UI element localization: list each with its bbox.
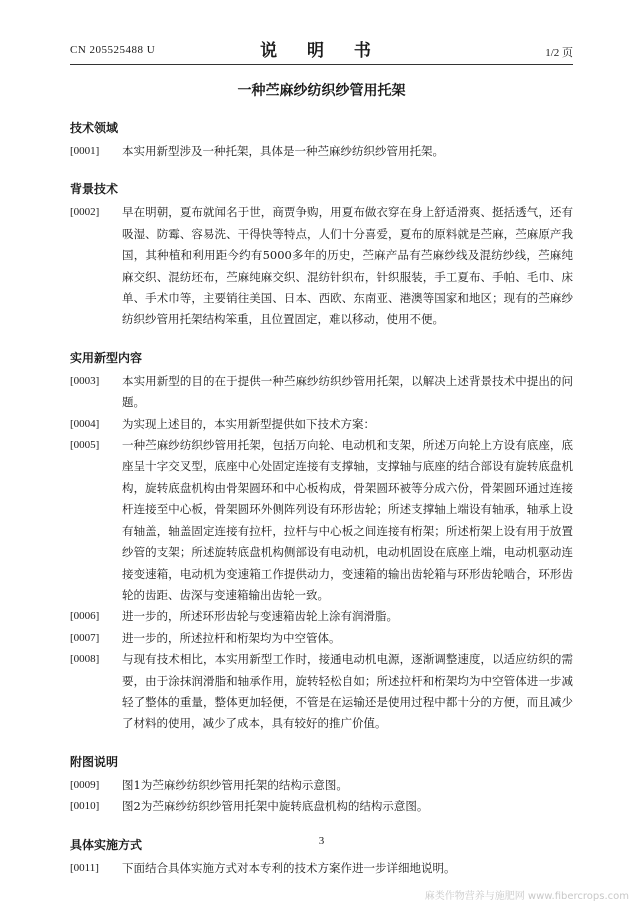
paragraph	[70, 141, 573, 162]
section-heading: 具体实施方式	[70, 837, 143, 852]
document-body	[70, 119, 573, 897]
paragraph-text: 一种苎麻纱纺织纱管用托架，包括万向轮、电动机和支架，所述万向轮上方设有底座，底座呈十字交叉型，底座中心处固定连接有支撑轴，支撑轴与底座的结合部设有旋转底盘机构，旋转底盘机构由骨架圆环和中心板构成，骨架圆环被等分成六份，骨架圆环通过连接杆连接至中心板，骨架圆环外侧阵列设有环形齿轮；所述支撑轴上端设有轴承，轴承上设有轴盖，轴盖固定连接有拉杆，拉杆与中心板之间连接有桁架；所述桁架上设有用于放置纱管的支架；所述旋转底盘机构侧部设有电动机，电动机固设在底座上端，电动机驱动连接变速箱，电动机为变速箱工作提供动力，变速箱的输出齿轮箱与环形齿轮啮合，环形齿轮的齿距、齿深与变速箱输出齿轮一致。	[122, 438, 573, 602]
page-info: 1/2 页	[545, 47, 573, 59]
section-heading: 实用新型内容	[70, 350, 143, 365]
paragraph-text: 图1为苎麻纱纺织纱管用托架的结构示意图。	[122, 777, 348, 792]
paragraph-text: 本实用新型涉及一种托架，具体是一种苎麻纱纺织纱管用托架。	[122, 144, 444, 158]
paragraph-text: 与现有技术相比，本实用新型工作时，接通电动机电源，逐渐调整速度，以适应纺织的需要，由于涂抹润滑脂和轴承作用，旋转轻松自如；所述拉杆和桁架均为中空管体进一步减轻了整体的重量，整体更加轻便，不管是在运输还是使用过程中都十分的方便，而且减少了材料的使用，减少了成本，具有较好的推广价值。	[122, 652, 573, 731]
section	[70, 180, 573, 330]
paragraph	[70, 435, 573, 606]
section	[70, 753, 573, 818]
paragraph-number: [0010]	[70, 800, 100, 813]
paragraph-number: [0009]	[70, 778, 100, 791]
paragraph-number: [0008]	[70, 653, 100, 666]
paragraph	[70, 775, 573, 796]
paragraph	[70, 649, 573, 735]
paragraph-text: 图2为苎麻纱纺织纱管用托架中旋转底盘机构的结构示意图。	[122, 799, 429, 814]
paragraph-text: 进一步的，所述拉杆和桁架均为中空管体。	[122, 630, 341, 645]
section-heading: 背景技术	[70, 182, 119, 197]
paragraph	[70, 371, 573, 414]
section-heading: 附图说明	[70, 754, 119, 769]
paragraph-text: 下面结合具体实施方式对本专利的技术方案作进一步详细地说明。	[122, 860, 456, 875]
paragraph-number: [0001]	[70, 145, 100, 157]
paragraph-number: [0007]	[70, 631, 100, 644]
paragraph	[70, 606, 573, 627]
publication-number: CN 205525488 U	[70, 44, 156, 56]
paragraph	[70, 858, 573, 879]
paragraph-text: 为实现上述目的，本实用新型提供如下技术方案：	[122, 416, 375, 431]
document-title: 一种苎麻纱纺织纱管用托架	[237, 83, 406, 99]
paragraph-text: 本实用新型的目的在于提供一种苎麻纱纺织纱管用托架，以解决上述背景技术中提出的问题。	[122, 373, 573, 410]
paragraph-text: 进一步的，所述环形齿轮与变速箱齿轮上涂有润滑脂。	[122, 609, 398, 624]
paragraph-text: 早在明朝，夏布就闻名于世，商贾争购，用夏布做衣穿在身上舒适滑爽、挺括透气，还有吸湿、防霉、容易洗、干得快等特点，人们十分喜爱，夏布的原料就是苎麻，苎麻原产我国，其种植和利用距今约有5000多年的历史，苎麻产品有苎麻纱线及混纺纱线，苎麻纯麻交织、混纺坯布，苎麻纯麻交织、混纺针织布，针织服装，手工夏布、手帕、毛巾、床单、手术巾等，主要销往美国、日本、西欧、东南亚、港澳等国家和地区；现有的苎麻纱纺织纱管用托架结构笨重，且位置固定，难以移动，使用不便。	[122, 205, 573, 327]
paragraph-number: [0002]	[70, 206, 100, 219]
page-header	[70, 36, 573, 62]
paragraph	[70, 414, 573, 435]
section	[70, 119, 573, 162]
header-rule	[70, 64, 573, 65]
document-type: 说 明 书	[260, 41, 383, 61]
paragraph-number: [0003]	[70, 374, 100, 387]
page-number: 3	[318, 835, 325, 847]
paragraph	[70, 796, 573, 817]
paragraph-number: [0005]	[70, 439, 100, 452]
paragraph	[70, 202, 573, 330]
paragraph-number: [0004]	[70, 417, 100, 430]
section-heading: 技术领域	[70, 121, 119, 135]
paragraph-number: [0011]	[70, 861, 99, 874]
site-watermark: 麻类作物营养与施肥网 www.fibercrops.com	[424, 891, 629, 902]
paragraph	[70, 628, 573, 649]
paragraph-number: [0006]	[70, 610, 100, 623]
section	[70, 349, 573, 735]
